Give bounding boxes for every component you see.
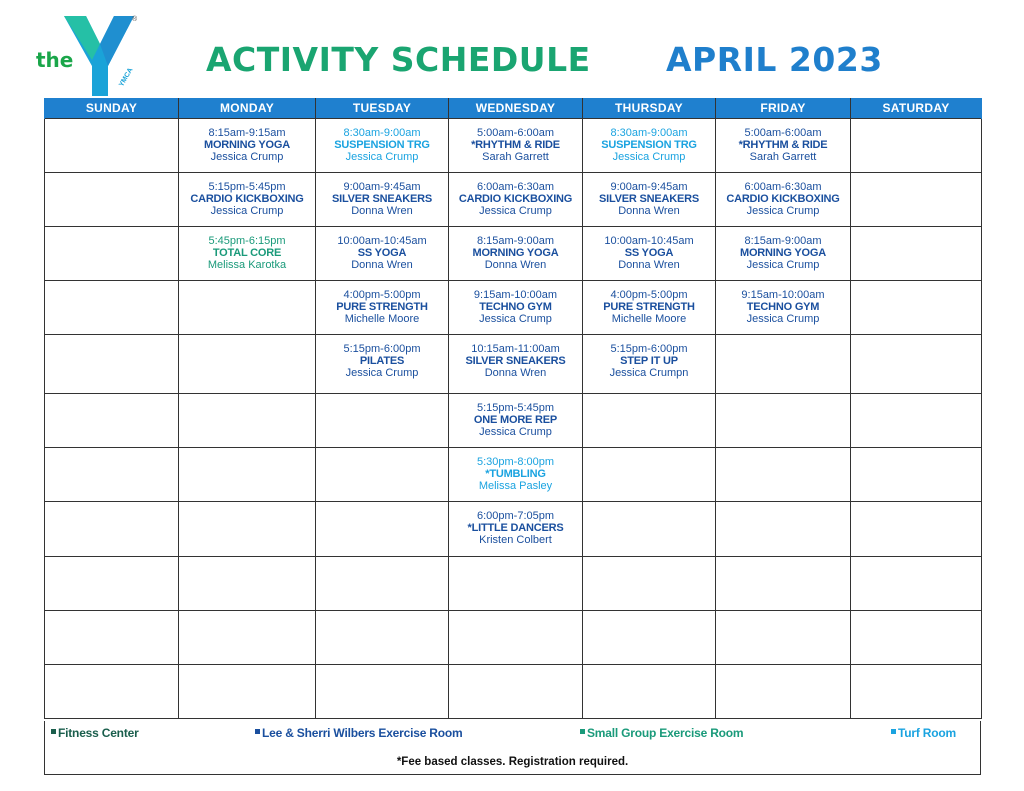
class-entry bbox=[583, 173, 715, 217]
schedule-cell-tuesday bbox=[316, 173, 449, 227]
ymca-logo bbox=[36, 14, 136, 98]
class-entry bbox=[583, 281, 715, 325]
class-name: *RHYTHM & RIDE bbox=[471, 139, 560, 151]
schedule-cell-sunday bbox=[45, 227, 179, 281]
class-name: SILVER SNEAKERS bbox=[331, 193, 433, 205]
class-name: SS YOGA bbox=[357, 247, 407, 259]
class-time: 8:15am-9:15am bbox=[208, 127, 286, 139]
schedule-cell-sunday bbox=[45, 394, 179, 448]
class-name: SILVER SNEAKERS bbox=[598, 193, 700, 205]
schedule-cell-saturday bbox=[851, 227, 982, 281]
class-name: MORNING YOGA bbox=[472, 247, 559, 259]
class-instructor: Jessica Crump bbox=[479, 426, 552, 438]
schedule-cell-wednesday bbox=[449, 335, 583, 394]
class-entry bbox=[716, 281, 850, 325]
schedule-cell-tuesday bbox=[316, 119, 449, 173]
class-entry bbox=[316, 227, 448, 271]
schedule-row bbox=[45, 119, 982, 173]
schedule-cell-tuesday bbox=[316, 448, 449, 502]
legend-fitness-center-label: Fitness Center bbox=[58, 726, 139, 740]
class-name: *LITTLE DANCERS bbox=[467, 522, 564, 534]
page-title: ACTIVITY SCHEDULE bbox=[206, 40, 591, 79]
class-instructor: Donna Wren bbox=[351, 259, 413, 271]
class-time: 5:15pm-6:00pm bbox=[343, 343, 421, 355]
class-entry bbox=[179, 173, 315, 217]
class-name: PURE STRENGTH bbox=[336, 301, 428, 313]
class-time: 5:00am-6:00am bbox=[744, 127, 822, 139]
class-name: SUSPENSION TRG bbox=[334, 139, 430, 151]
class-time: 9:00am-9:45am bbox=[343, 181, 421, 193]
schedule-cell-wednesday bbox=[449, 227, 583, 281]
day-header-sunday: SUNDAY bbox=[45, 98, 179, 119]
class-instructor: Donna Wren bbox=[618, 259, 680, 271]
legend-lee-sherri-label: Lee & Sherri Wilbers Exercise Room bbox=[262, 726, 463, 740]
schedule-cell-thursday bbox=[583, 335, 716, 394]
class-time: 8:30am-9:00am bbox=[610, 127, 688, 139]
class-instructor: Donna Wren bbox=[351, 205, 413, 217]
schedule-row bbox=[45, 557, 982, 611]
class-time: 10:00am-10:45am bbox=[337, 235, 427, 247]
fee-note: *Fee based classes. Registration required. bbox=[396, 756, 629, 768]
class-time: 10:15am-11:00am bbox=[471, 343, 560, 355]
class-time: 6:00pm-7:05pm bbox=[476, 510, 555, 522]
class-entry bbox=[449, 119, 582, 163]
schedule-row bbox=[45, 227, 982, 281]
class-time: 5:45pm-6:15pm bbox=[208, 235, 286, 247]
schedule-cell-tuesday bbox=[316, 665, 449, 719]
legend-lee-sherri bbox=[255, 726, 463, 740]
schedule-cell-tuesday bbox=[316, 281, 449, 335]
day-header-friday: FRIDAY bbox=[716, 98, 851, 119]
class-instructor: Melissa Pasley bbox=[478, 480, 553, 492]
class-instructor: Jessica Crump bbox=[479, 313, 552, 325]
schedule-cell-sunday bbox=[45, 281, 179, 335]
schedule-cell-friday bbox=[716, 502, 851, 557]
class-time: 9:15am-10:00am bbox=[473, 289, 558, 301]
schedule-month: APRIL 2023 bbox=[666, 40, 883, 79]
legend-fitness-center bbox=[51, 726, 139, 740]
class-entry bbox=[449, 227, 582, 271]
class-instructor: Sarah Garrett bbox=[482, 151, 549, 163]
class-time: 5:00am-6:00am bbox=[476, 127, 555, 139]
schedule-cell-monday bbox=[179, 335, 316, 394]
schedule-cell-saturday bbox=[851, 611, 982, 665]
class-name: TECHNO GYM bbox=[746, 301, 820, 313]
class-instructor: Jessica Crump bbox=[210, 151, 284, 163]
schedule-cell-thursday bbox=[583, 611, 716, 665]
schedule-cell-wednesday bbox=[449, 173, 583, 227]
schedule-body bbox=[45, 119, 982, 719]
schedule-cell-sunday bbox=[45, 448, 179, 502]
schedule-cell-sunday bbox=[45, 502, 179, 557]
schedule-cell-saturday bbox=[851, 281, 982, 335]
schedule-cell-thursday bbox=[583, 665, 716, 719]
schedule-cell-friday bbox=[716, 557, 851, 611]
class-name: CARDIO KICKBOXING bbox=[190, 193, 304, 205]
class-time: 9:00am-9:45am bbox=[610, 181, 688, 193]
class-entry bbox=[716, 173, 850, 217]
schedule-cell-friday bbox=[716, 611, 851, 665]
logo-ymca-text: YMCA bbox=[118, 66, 135, 89]
schedule-cell-saturday bbox=[851, 665, 982, 719]
legend-turf-room bbox=[891, 726, 956, 740]
class-instructor: Jessica Crump bbox=[479, 205, 552, 217]
class-time: 8:15am-9:00am bbox=[744, 235, 822, 247]
class-instructor: Jessica Crump bbox=[746, 205, 820, 217]
class-entry bbox=[316, 173, 448, 217]
schedule-cell-thursday bbox=[583, 557, 716, 611]
schedule-cell-sunday bbox=[45, 665, 179, 719]
schedule-cell-wednesday bbox=[449, 611, 583, 665]
class-instructor: Jessica Crump bbox=[612, 151, 686, 163]
class-time: 4:00pm-5:00pm bbox=[610, 289, 688, 301]
class-entry bbox=[179, 227, 315, 271]
class-time: 5:15pm-5:45pm bbox=[208, 181, 286, 193]
class-entry bbox=[449, 281, 582, 325]
schedule-cell-wednesday bbox=[449, 448, 583, 502]
schedule-cell-saturday bbox=[851, 119, 982, 173]
schedule-cell-thursday bbox=[583, 448, 716, 502]
class-entry bbox=[449, 173, 582, 217]
schedule-cell-tuesday bbox=[316, 227, 449, 281]
day-header-monday: MONDAY bbox=[179, 98, 316, 119]
class-instructor: Jessica Crump bbox=[345, 151, 419, 163]
class-time: 8:15am-9:00am bbox=[476, 235, 555, 247]
schedule-cell-friday bbox=[716, 281, 851, 335]
schedule-cell-monday bbox=[179, 557, 316, 611]
schedule-cell-monday bbox=[179, 394, 316, 448]
day-header-thursday: THURSDAY bbox=[583, 98, 716, 119]
class-instructor: Sarah Garrett bbox=[749, 151, 817, 163]
class-instructor: Kristen Colbert bbox=[479, 534, 552, 546]
schedule-cell-sunday bbox=[45, 173, 179, 227]
class-entry bbox=[449, 448, 582, 492]
schedule-row bbox=[45, 281, 982, 335]
schedule-cell-wednesday bbox=[449, 281, 583, 335]
schedule-cell-saturday bbox=[851, 502, 982, 557]
logo-the-text: the bbox=[36, 48, 74, 72]
schedule-cell-tuesday bbox=[316, 502, 449, 557]
schedule-cell-saturday bbox=[851, 448, 982, 502]
schedule-cell-tuesday bbox=[316, 611, 449, 665]
class-name: TOTAL CORE bbox=[212, 247, 282, 259]
class-entry bbox=[716, 119, 850, 163]
schedule-row bbox=[45, 335, 982, 394]
class-name: MORNING YOGA bbox=[203, 139, 290, 151]
schedule-cell-sunday bbox=[45, 611, 179, 665]
class-entry bbox=[583, 227, 715, 271]
schedule-cell-thursday bbox=[583, 394, 716, 448]
legend-small-group-label: Small Group Exercise Room bbox=[587, 726, 744, 740]
class-entry bbox=[583, 335, 715, 379]
schedule-cell-wednesday bbox=[449, 119, 583, 173]
legend-square-icon bbox=[891, 729, 896, 734]
legend-turf-room-label: Turf Room bbox=[898, 726, 956, 740]
schedule-cell-wednesday bbox=[449, 665, 583, 719]
schedule-cell-thursday bbox=[583, 173, 716, 227]
schedule-cell-friday bbox=[716, 227, 851, 281]
class-entry bbox=[316, 335, 448, 379]
class-entry bbox=[316, 281, 448, 325]
schedule-cell-monday bbox=[179, 502, 316, 557]
class-name: SILVER SNEAKERS bbox=[465, 355, 566, 367]
legend-square-icon bbox=[580, 729, 585, 734]
class-instructor: Jessica Crump bbox=[345, 367, 419, 379]
class-time: 5:30pm-8:00pm bbox=[476, 456, 555, 468]
class-name: MORNING YOGA bbox=[739, 247, 826, 259]
class-time: 5:15pm-5:45pm bbox=[476, 402, 555, 414]
schedule-cell-thursday bbox=[583, 502, 716, 557]
schedule-cell-thursday bbox=[583, 227, 716, 281]
schedule-cell-thursday bbox=[583, 119, 716, 173]
schedule-row bbox=[45, 665, 982, 719]
schedule-row bbox=[45, 394, 982, 448]
schedule-cell-wednesday bbox=[449, 394, 583, 448]
schedule-cell-wednesday bbox=[449, 502, 583, 557]
class-time: 8:30am-9:00am bbox=[343, 127, 421, 139]
schedule-cell-saturday bbox=[851, 394, 982, 448]
class-instructor: Jessica Crump bbox=[210, 205, 284, 217]
legend-square-icon bbox=[51, 729, 56, 734]
class-instructor: Jessica Crump bbox=[746, 313, 820, 325]
day-header-tuesday: TUESDAY bbox=[316, 98, 449, 119]
trademark-mark: ® bbox=[132, 16, 138, 23]
class-name: PILATES bbox=[359, 355, 405, 367]
schedule-cell-monday bbox=[179, 448, 316, 502]
schedule-cell-friday bbox=[716, 448, 851, 502]
schedule-cell-tuesday bbox=[316, 335, 449, 394]
class-entry bbox=[716, 227, 850, 271]
schedule-cell-monday bbox=[179, 227, 316, 281]
schedule-cell-monday bbox=[179, 173, 316, 227]
class-name: *TUMBLING bbox=[485, 468, 546, 480]
class-instructor: Michelle Moore bbox=[611, 313, 687, 325]
schedule-cell-sunday bbox=[45, 335, 179, 394]
schedule-cell-tuesday bbox=[316, 394, 449, 448]
class-name: TECHNO GYM bbox=[479, 301, 552, 313]
class-entry bbox=[449, 335, 582, 379]
class-instructor: Donna Wren bbox=[618, 205, 680, 217]
class-instructor: Donna Wren bbox=[484, 367, 547, 379]
room-legend bbox=[44, 721, 981, 775]
schedule-cell-monday bbox=[179, 611, 316, 665]
schedule-row bbox=[45, 448, 982, 502]
schedule-row bbox=[45, 611, 982, 665]
class-entry bbox=[583, 119, 715, 163]
schedule-cell-monday bbox=[179, 119, 316, 173]
schedule-cell-friday bbox=[716, 119, 851, 173]
schedule-row bbox=[45, 173, 982, 227]
class-name: CARDIO KICKBOXING bbox=[458, 193, 573, 205]
class-name: ONE MORE REP bbox=[473, 414, 558, 426]
class-name: PURE STRENGTH bbox=[603, 301, 695, 313]
legend-small-group bbox=[580, 726, 743, 740]
schedule-cell-saturday bbox=[851, 335, 982, 394]
schedule-table bbox=[44, 98, 982, 719]
schedule-cell-friday bbox=[716, 394, 851, 448]
class-entry bbox=[449, 502, 582, 546]
class-name: SUSPENSION TRG bbox=[601, 139, 697, 151]
class-time: 4:00pm-5:00pm bbox=[343, 289, 421, 301]
class-name: STEP IT UP bbox=[620, 355, 678, 367]
legend-square-icon bbox=[255, 729, 260, 734]
class-name: CARDIO KICKBOXING bbox=[726, 193, 840, 205]
class-time: 5:15pm-6:00pm bbox=[610, 343, 688, 355]
class-name: *RHYTHM & RIDE bbox=[738, 139, 828, 151]
class-instructor: Melissa Karotka bbox=[207, 259, 287, 271]
schedule-cell-tuesday bbox=[316, 557, 449, 611]
class-entry bbox=[179, 119, 315, 163]
schedule-cell-sunday bbox=[45, 557, 179, 611]
schedule-cell-friday bbox=[716, 665, 851, 719]
ymca-y-icon bbox=[60, 14, 140, 98]
schedule-cell-saturday bbox=[851, 173, 982, 227]
class-time: 6:00am-6:30am bbox=[476, 181, 555, 193]
schedule-cell-monday bbox=[179, 665, 316, 719]
schedule-cell-friday bbox=[716, 335, 851, 394]
day-header-saturday: SATURDAY bbox=[851, 98, 982, 119]
schedule-cell-monday bbox=[179, 281, 316, 335]
class-instructor: Jessica Crumpn bbox=[609, 367, 689, 379]
class-instructor: Jessica Crump bbox=[746, 259, 820, 271]
class-time: 6:00am-6:30am bbox=[744, 181, 822, 193]
day-header-row bbox=[45, 98, 982, 119]
class-name: SS YOGA bbox=[624, 247, 674, 259]
class-instructor: Donna Wren bbox=[484, 259, 547, 271]
day-header-wednesday: WEDNESDAY bbox=[449, 98, 583, 119]
schedule-row bbox=[45, 502, 982, 557]
class-instructor: Michelle Moore bbox=[344, 313, 420, 325]
class-entry bbox=[449, 394, 582, 438]
schedule-cell-friday bbox=[716, 173, 851, 227]
schedule-cell-saturday bbox=[851, 557, 982, 611]
schedule-cell-thursday bbox=[583, 281, 716, 335]
class-time: 10:00am-10:45am bbox=[604, 235, 694, 247]
schedule-cell-wednesday bbox=[449, 557, 583, 611]
schedule-cell-sunday bbox=[45, 119, 179, 173]
class-entry bbox=[316, 119, 448, 163]
class-time: 9:15am-10:00am bbox=[741, 289, 825, 301]
